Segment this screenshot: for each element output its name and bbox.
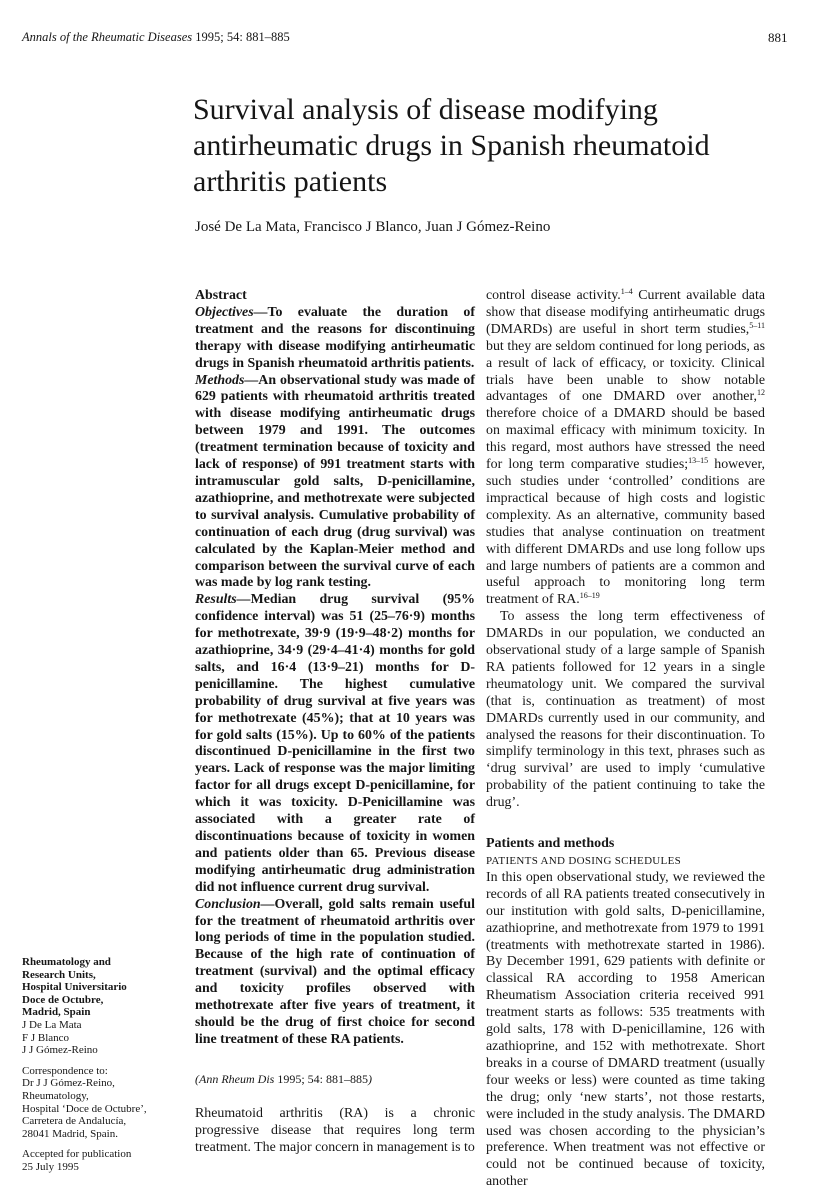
section-heading: Patients and methods — [486, 836, 615, 852]
objectives-text: To evaluate the duration of treatment and the reasons for discontinuing therapy with disease modifying antirheumatic drugs in Spanish rheumatoid arthritis patients. — [195, 304, 475, 371]
methods-label: Methods— — [195, 372, 259, 388]
citation-ref: 1995; 54: 881–885 — [277, 1071, 368, 1086]
methods-paragraph: In this open observational study, we reviewed the records of all RA patients treated consecutively in our institution with gold salts, D-penicillamine, azathioprine, and methotrexate from 1979 to 1991 (treatments with methotrexate started in 1986). By December 1991, 629 patients with definite or classical RA according to 1958 American Rheumatism Association criteria received 991 treatment starts as follows: 535 treatments with gold salts, 178 with D-penicillamine, 126 with azathioprine, and 152 with methotrexate. Short breaks in a course of DMARD treatment (usually four weeks or less) were counted as time taking the drug; only ‘new starts’, not those restarts, were included in the study analysis. The DMARD used was chosen according to the physician’s preference. When treatment was not effective or could not be continued because of toxicity, another — [486, 869, 765, 1190]
running-header — [22, 30, 290, 45]
citation-journal: Ann Rheum Dis — [199, 1071, 275, 1086]
intro-paragraph-continued: control disease activity.$^{1-4}$ Current available data show that disease modifying antirheumatic drugs (DMARDs) are useful in short term studies,$^{5-11}$ but they are seldom continued for long periods, as a result of lack of efficacy, or toxicity. Clinical trials have been unable to show notable advantages of one DMARD over another,$^{12}$ therefore choice of a DMARD should be based on maximal efficacy with minimum toxicity. In this regard, most authors have stressed the need for long term comparative studies;$^{13-15}$ however, such studies under ‘controlled’ conditions are impractical because of high costs and logistic complexity. As an alternative, community based studies that analyse continuation on treatment with different DMARDs and use long follow ups and large numbers of patients are a common and useful approach to monitoring long term treatment of RA.$^{16-19}$ — [486, 287, 765, 608]
page-number: 881 — [768, 30, 788, 45]
accepted-date: Accepted for publication 25 July 1995 — [22, 1148, 132, 1173]
journal-name: Annals of the Rheumatic Diseases — [22, 30, 193, 44]
right-column — [486, 288, 765, 1191]
journal-volume: 1995; 54: 881–885 — [195, 30, 290, 44]
intro-paragraph-start: Rheumatoid arthritis (RA) is a chronic progressive disease that requires long term treatment. The major concern in management is to — [195, 1105, 475, 1155]
intro-paragraph-2: To assess the long term effectiveness of DMARDs in our population, we conducted an observational study of a large sample of Spanish RA patients followed for 12 years in a single rheumatology unit. We compared the survival (that is, continuation as treatment) of most DMARDs currently used in our community, and analysed the reasons for their discontinuation. To simplify terminology in this text, phrases such as ‘drug survival’ are used to imply ‘cumulative probability of the patient continuing to take the drug’. — [486, 609, 765, 811]
abstract-methods — [195, 373, 475, 593]
conclusion-text: Overall, gold salts remain useful for the treatment of rheumatoid arthritis over long periods of time in the population studied. Because of the high rate of continuation of treatment (survival) and the optimal efficacy and toxicity profiles observed with methotrexate after five years of treatment, it should be the drug of first choice for second line treatment of these RA patients. — [195, 896, 475, 1047]
abstract-objectives — [195, 305, 475, 373]
results-label: Results— — [195, 592, 251, 608]
abstract-heading: Abstract — [195, 288, 247, 303]
sidebar-notes — [22, 956, 187, 1174]
abstract-results — [195, 592, 475, 896]
objectives-label: Objectives— — [195, 304, 268, 320]
reference: 16–19 — [579, 591, 600, 601]
results-text: Median drug survival (95% confidence interval) was 51 (25–76·9) months for methotrexate, 39·9 (19·9–48·2) months for azathioprine, 34·9 (29·4–41·4) months for gold salts, and 16·4 (13·9–21) months for D-penicillamine. The highest cumulative probability of drug survival at five years was for methotrexate (45%); that at 10 years was for gold salts (15%). Up to 60% of the patients discontinued D-penicillamine in the first two years. Lack of response was the major limiting factor for all drugs except D-penicillamine, for which it was toxicity. D-Penicillamine was associated with a greater rate of discontinuations because of toxicity in women and patients older than 65. Previous disease modifying antirheumatic drug administration did not influence current drug survival. — [195, 592, 475, 895]
reference: 13–15 — [688, 456, 709, 466]
affiliation-authors: J De La Mata F J Blanco J J Gómez-Reino — [22, 1018, 98, 1057]
abstract-column — [195, 288, 475, 1156]
author-list: José De La Mata, Francisco J Blanco, Juan J Gómez-Reino — [195, 219, 551, 235]
abstract-conclusion — [195, 897, 475, 1049]
methods-text: An observational study was made of 629 patients with rheumatoid arthritis treated with disease modifying antirheumatic drugs between 1979 and 1991. The outcomes (treatment termination because of toxicity and lack of response) of 991 treatment starts with intramuscular gold salts, D-penicillamine, azathioprine, and methotrexate were subjected to survival analysis. Cumulative probability of continuation of each drug (drug survival) was calculated by the Kaplan-Meier method and comparison between the survival curve of each was made by log rank testing. — [195, 372, 475, 591]
abstract-citation: (Ann Rheum Dis 1995; 54: 881–885) — [195, 1071, 372, 1086]
reference: 1–4 — [620, 287, 633, 296]
affiliation: Rheumatology and Research Units, Hospital Universitario Doce de Octubre, Madrid, Spain — [22, 956, 127, 1019]
reference: 12 — [757, 388, 765, 398]
correspondence: Correspondence to: Dr J J Gómez-Reino, Rheumatology, Hospital ‘Doce de Octubre’, Carretera de Andalucía, 28041 Madrid, Spain. — [22, 1064, 147, 1140]
reference: 5–11 — [749, 320, 765, 330]
article-title: Survival analysis of disease modifying antirheumatic drugs in Spanish rheumatoid arthritis patients — [193, 93, 710, 198]
conclusion-label: Conclusion— — [195, 896, 275, 912]
subsection-heading: PATIENTS AND DOSING SCHEDULES — [486, 855, 682, 867]
